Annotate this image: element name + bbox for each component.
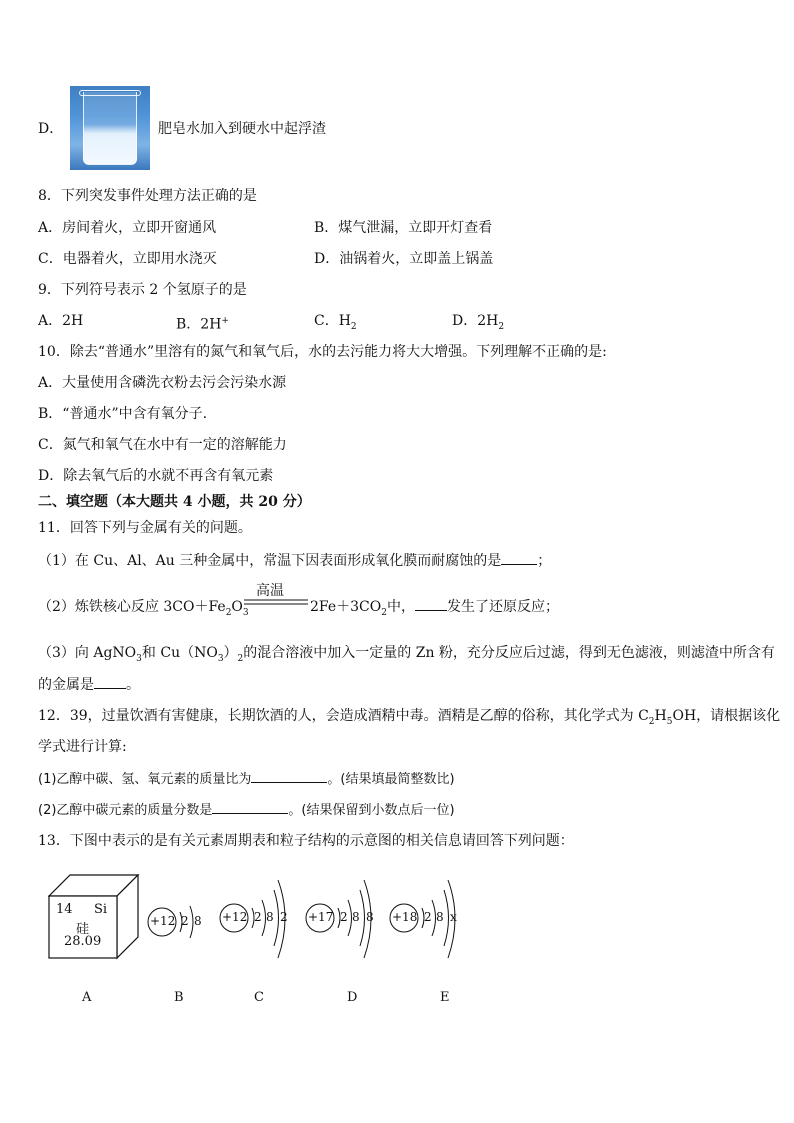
q11-part1: （1）在 Cu、Al、Au 三种金属中，常温下因表面形成氧化膜而耐腐蚀的是 ； [38, 550, 551, 571]
particle-d [304, 872, 388, 968]
q9-option-c: C．$H_2$ [314, 313, 357, 332]
element-cell-silicon [48, 874, 140, 964]
q8-option-c: C．电器着火，立即用水浇灭 [38, 251, 217, 267]
q10-option-a: A．大量使用含磷洗衣粉去污会污染水源 [38, 375, 287, 391]
caption-e: E [440, 990, 450, 1005]
q10-option-d: D．除去氧气后的水就不再含有氧元素 [38, 468, 274, 484]
particle-e [388, 872, 472, 968]
beaker-glass [83, 92, 137, 165]
caption-c: C [254, 990, 264, 1005]
beaker-image [70, 86, 150, 170]
q8-option-d: D．油锅着火，立即盖上锅盖 [314, 251, 494, 267]
shell-count: 2 [424, 910, 432, 924]
answer-blank[interactable] [212, 799, 288, 814]
answer-blank[interactable] [415, 596, 447, 611]
q12-part2: (2)乙醇中碳元素的质量分数是 。(结果保留到小数点后一位) [38, 799, 455, 821]
reaction-condition: 高温 [256, 583, 284, 599]
shell-count: 8 [194, 914, 202, 928]
answer-blank[interactable] [251, 768, 327, 783]
particle-e-nucleus: +18 [392, 910, 418, 924]
particle-c [218, 872, 302, 968]
q10-option-b: B．“普通水”中含有氧分子. [38, 406, 208, 422]
shell-count: x [450, 910, 457, 924]
q10-option-c: C．氮气和氧气在水中有一定的溶解能力 [38, 437, 287, 453]
particle-d-nucleus: +17 [308, 910, 334, 924]
caption-d: D [347, 990, 358, 1005]
shell-count: 8 [366, 910, 374, 924]
answer-blank[interactable] [501, 550, 537, 565]
shell-count: 8 [352, 910, 360, 924]
q12-part1: (1)乙醇中碳、氢、氧元素的质量比为 。(结果填最简整数比) [38, 768, 455, 790]
q7-option-d-label: D． [38, 121, 64, 137]
reaction-equals-sign [244, 598, 308, 606]
shell-count: 2 [340, 910, 348, 924]
element-name: 硅 [76, 922, 90, 937]
q9-option-b: B．2H+ [176, 316, 229, 333]
q9-option-a: A．2H [38, 313, 84, 329]
q7-option-d-text: 肥皂水加入到硬水中起浮渣 [158, 121, 326, 137]
shell-count: 2 [181, 914, 189, 928]
q8-option-a: A．房间着火，立即开窗通风 [38, 220, 217, 236]
q10-stem: 10．除去“普通水”里溶有的氮气和氧气后，水的去污能力将大大增强。下列理解不正确的是: [38, 344, 607, 360]
particle-b-nucleus: +12 [150, 914, 176, 928]
q11-part2: （2）炼铁核心反应 $3CO+Fe_2O_3$ 高温 $2Fe+3CO_2$中， 发生了还原反应； [38, 586, 598, 626]
element-mass: 28.09 [64, 934, 102, 949]
caption-b: B [174, 990, 184, 1005]
q8-option-b: B．煤气泄漏，立即开灯查看 [314, 220, 493, 236]
q8-stem: 8．下列突发事件处理方法正确的是 [38, 188, 257, 204]
q12-line1: 12．39，过量饮酒有害健康，长期饮酒的人，会造成酒精中毒。酒精是乙醇的俗称，其化学式为 $C_2H_5OH$，请根据该化 [38, 708, 781, 727]
q11-part3-line2: 的金属是 。 [38, 674, 140, 695]
q9-option-d: D．$2H_2$ [452, 313, 505, 332]
q11-stem: 11．回答下列与金属有关的问题。 [38, 520, 252, 536]
element-number: 14 [56, 902, 73, 917]
particle-b [146, 878, 226, 966]
shell-count: 8 [266, 910, 274, 924]
q11-part3-line1: （3）向 AgNO$_3$和 $Cu(NO_3)_2$的混合溶液中加入一定量的 Zn 粉，充分反应后过滤，得到无色滤液，则滤渣中所含有 [38, 645, 775, 664]
caption-a: A [82, 990, 92, 1005]
particle-c-nucleus: +12 [222, 910, 248, 924]
q12-line2: 学式进行计算: [38, 739, 127, 755]
answer-blank[interactable] [94, 674, 126, 689]
element-symbol: Si [94, 902, 108, 917]
shell-count: 2 [280, 910, 288, 924]
shell-count: 8 [436, 910, 444, 924]
shell-count: 2 [254, 910, 262, 924]
section2-title: 二、填空题（本大题共 4 小题，共 20 分） [38, 494, 311, 510]
q13-stem: 13．下图中表示的是有关元素周期表和粒子结构的示意图的相关信息请回答下列问题： [38, 833, 574, 849]
q9-stem: 9．下列符号表示 2 个氢原子的是 [38, 282, 247, 298]
